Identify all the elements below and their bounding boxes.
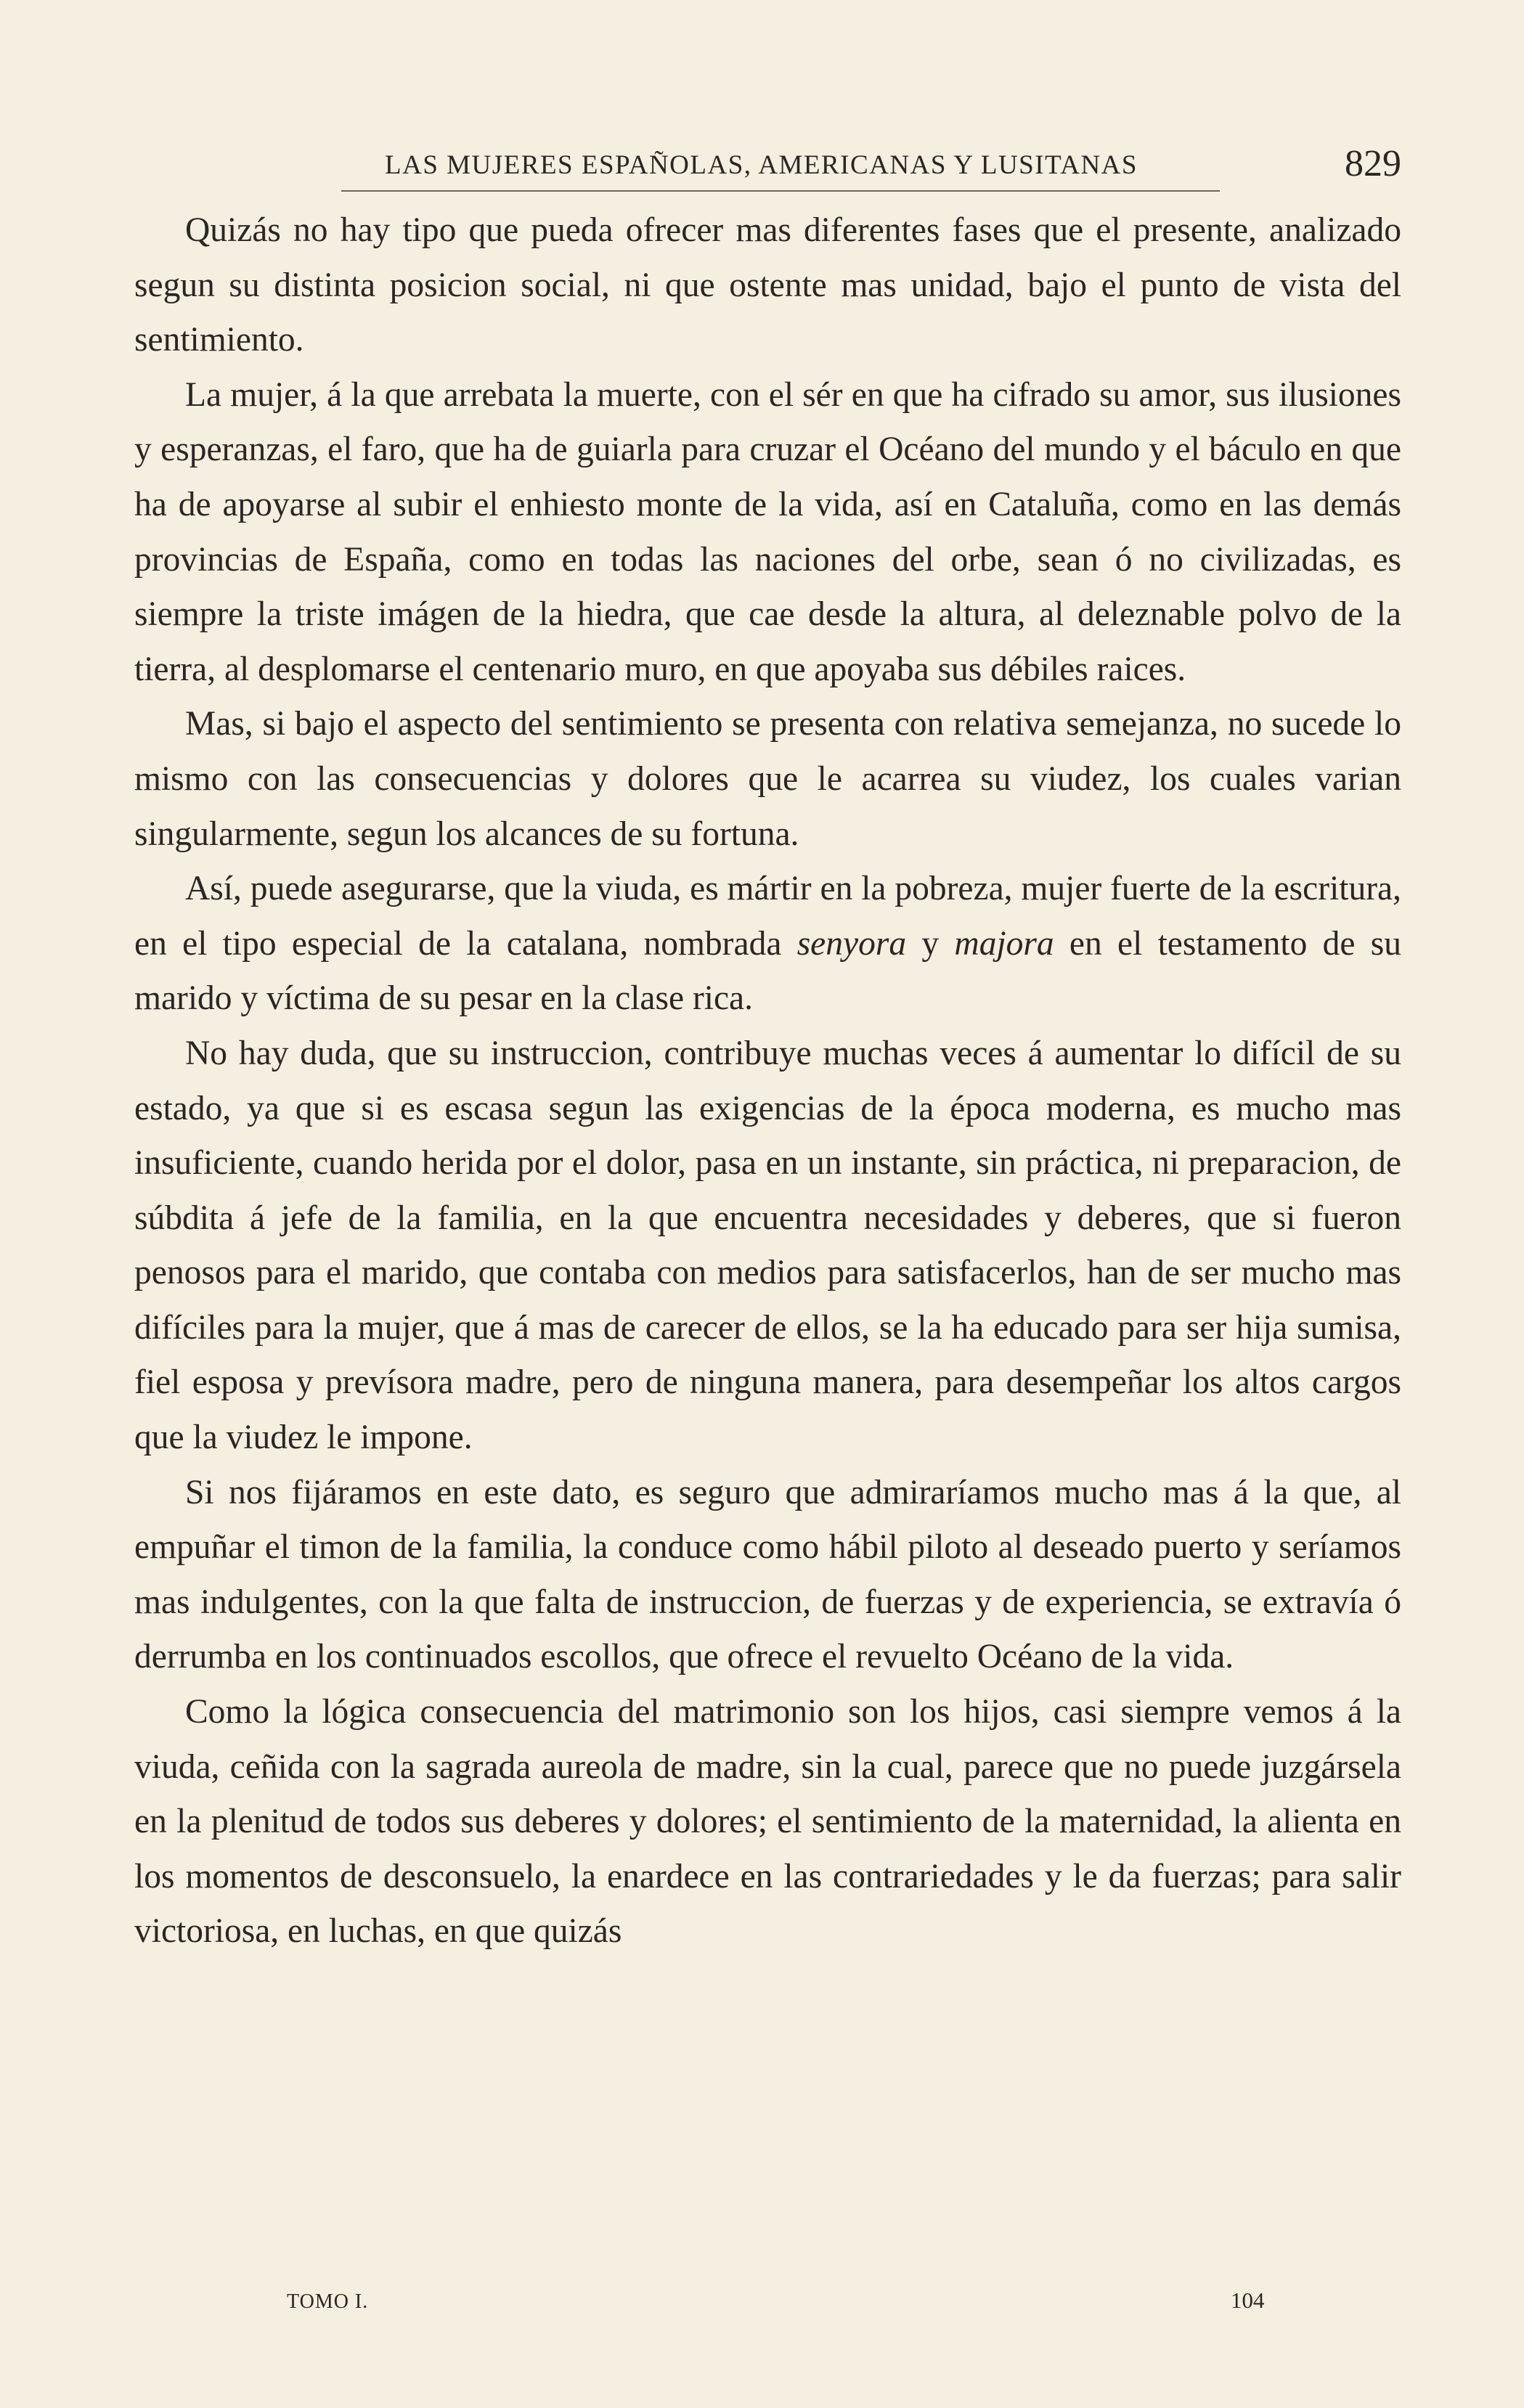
- signature-mark: 104: [1231, 2287, 1265, 2313]
- paragraph: [134, 862, 1401, 1027]
- italic-term-majora: majora: [954, 924, 1054, 963]
- italic-term-senyora: senyora: [796, 924, 907, 963]
- paragraph: Como la lógica consecuencia del matrimonio son los hijos, casi siempre vemos á la viuda, ceñida con la sagrada aureola de madre, sin la cual, parece que no puede juzgársela en la plenitud de todos sus deberes y dolores; el sentimiento de la maternidad, la alienta en los momentos de desconsuelo, la enardece en las contrariedades y le da fuerzas; para salir victoriosa, en luchas, en que quizás: [134, 1693, 1401, 1951]
- paragraph-text: y: [906, 924, 955, 963]
- header-rule: [341, 190, 1220, 192]
- paragraph: Mas, si bajo el aspecto del sentimiento se presenta con relativa semejanza, no sucede lo mismo con las consecuencias y dolores que le acarrea su viudez, los cuales varian singularmente, segun los alcances de su fortuna.: [134, 705, 1401, 853]
- paragraph-text: en el testamento de su marido y víctima de su pesar en la clase rica.: [134, 924, 1401, 1018]
- page-header: [341, 139, 1401, 190]
- paragraph-text: Así, puede asegurarse, que la viuda, es mártir en la pobreza, mujer fuerte de la escritura, en el tipo especial de la catalana, nombrada: [134, 870, 1401, 963]
- paragraph: La mujer, á la que arrebata la muerte, con el sér en que ha cifrado su amor, sus ilusiones y esperanzas, el faro, que ha de guiarla para cruzar el Océano del mundo y el báculo en que ha de apoyarse al subir el enhiesto monte de la vida, así en Cataluña, como en las demás provincias de España, como en todas las naciones del orbe, sean ó no civilizadas, es siempre la triste imágen de la hiedra, que cae desde la altura, al deleznable polvo de la tierra, al desplomarse el centenario muro, en que apoyaba sus débiles raices.: [134, 375, 1401, 688]
- paragraph: No hay duda, que su instruccion, contribuye muchas veces á aumentar lo difícil de su estado, ya que si es escasa segun las exigencias de la época moderna, es mucho mas insuficiente, cuando herida por el dolor, pasa en un instante, sin práctica, ni preparacion, de súbdita á jefe de la familia, en la que encuentra necesidades y deberes, que si fueron penosos para el marido, que contaba con medios para satisfacerlos, han de ser mucho mas difíciles para la mujer, que á mas de carecer de ellos, se la ha educado para ser hija sumisa, fiel esposa y prevísora madre, pero de ninguna manera, para desempeñar los altos cargos que la viudez le impone.: [134, 1034, 1401, 1457]
- body-text: [134, 203, 1401, 1959]
- volume-label: TOMO I.: [287, 2290, 369, 2313]
- paragraph: Si nos fijáramos en este dato, es seguro que admiraríamos mucho mas á la que, al empuñar el timon de la familia, la conduce como hábil piloto al deseado puerto y seríamos mas indulgentes, con la que falta de instruccion, de fuerzas y de experiencia, se extravía ó derrumba en los continuados escollos, que ofrece el revuelto Océano de la vida.: [134, 1473, 1401, 1676]
- running-title: LAS MUJERES ESPAÑOLAS, AMERICANAS Y LUSITANAS: [385, 150, 1138, 180]
- page-number: 829: [1345, 143, 1401, 184]
- paragraph: Quizás no hay tipo que pueda ofrecer mas diferentes fases que el presente, analizado segun su distinta posicion social, ni que ostente mas unidad, bajo el punto de vista del sentimiento.: [134, 211, 1401, 359]
- page-footer: [0, 2287, 1524, 2334]
